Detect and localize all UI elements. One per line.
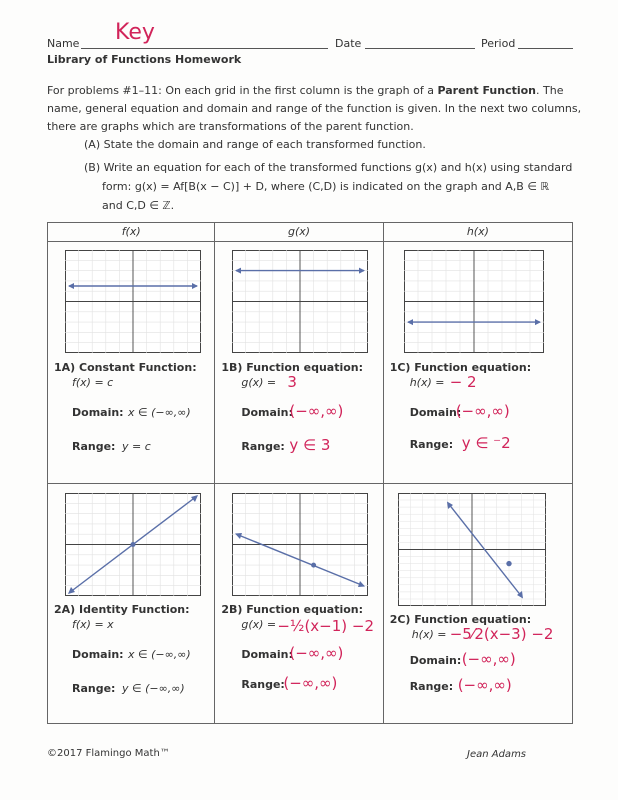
- domain-answer: (−∞,∞): [289, 644, 344, 662]
- intro-paragraph: [47, 82, 587, 136]
- graph-1c: [404, 250, 544, 353]
- cell-1b: [215, 242, 383, 484]
- date-label: Date: [335, 37, 362, 50]
- cell-1a: [48, 242, 215, 484]
- range-label: Range:: [241, 440, 285, 453]
- column-header-h: h(x): [383, 223, 572, 242]
- part-b-line1: (B) Write an equation for each of the transformed functions g(x) and h(x) using standard: [84, 161, 573, 174]
- graph-1a: [65, 250, 201, 353]
- problem-label: 2C) Function equation:: [389, 613, 532, 626]
- range-label: Range:: [72, 682, 116, 695]
- part-b-line2: form: g(x) = Af[B(x − C)] + D, where (C,D) is indicated on the graph and A,B ∈ ℝ: [102, 180, 550, 193]
- name-value: Key: [115, 20, 155, 45]
- equation-prefix: g(x) =: [241, 376, 277, 389]
- domain-label: Domain:: [241, 648, 293, 661]
- domain-answer: (−∞,∞): [289, 402, 344, 420]
- domain-value: x ∈ (−∞,∞): [128, 406, 191, 419]
- intro-bold: Parent Function: [437, 84, 537, 97]
- range-label: Range:: [241, 678, 285, 691]
- intro-text-end: . The name, general equation and domain and range of the function is given. In the next two columns, there are graphs which are transformations of the parent function.: [47, 84, 582, 133]
- part-a: (A) State the domain and range of each transformed function.: [84, 138, 426, 151]
- range-label: Range:: [409, 680, 454, 693]
- graph-1b: [232, 250, 368, 353]
- page-title: Library of Functions Homework: [47, 53, 242, 66]
- date-field[interactable]: [365, 36, 475, 49]
- period-field[interactable]: [518, 36, 573, 49]
- equation-answer: 3: [287, 373, 297, 391]
- domain-answer: (−∞,∞): [455, 402, 510, 420]
- range-value: y = c: [122, 440, 151, 453]
- range-value: y ∈ (−∞,∞): [122, 682, 185, 695]
- equation-answer: −5⁄2(x−3) −2: [449, 625, 554, 643]
- equation-prefix: g(x) =: [241, 618, 277, 631]
- period-label: Period: [481, 37, 516, 50]
- domain-answer: (−∞,∞): [461, 650, 516, 668]
- domain-value: x ∈ (−∞,∞): [128, 648, 191, 661]
- domain-label: Domain:: [72, 406, 124, 419]
- range-answer: y ∈ ⁻2: [461, 434, 511, 452]
- domain-label: Domain:: [72, 648, 124, 661]
- domain-label: Domain:: [241, 406, 293, 419]
- range-label: Range:: [409, 438, 454, 451]
- problem-label: 1B) Function equation:: [221, 361, 364, 374]
- parent-equation: f(x) = c: [72, 376, 114, 389]
- copyright: ©2017 Flamingo Math™: [47, 748, 170, 759]
- problem-label: 2A) Identity Function:: [54, 603, 190, 616]
- part-b-line3: and C,D ∈ ℤ.: [102, 199, 175, 212]
- parent-equation: f(x) = x: [72, 618, 114, 631]
- graph-2a: [65, 493, 201, 596]
- equation-prefix: h(x) =: [411, 628, 447, 641]
- cell-2b: [215, 484, 383, 724]
- column-header-f: f(x): [48, 223, 215, 242]
- column-header-g: g(x): [215, 223, 383, 242]
- range-answer: (−∞,∞): [283, 674, 338, 692]
- problem-label: 1C) Function equation:: [389, 361, 532, 374]
- range-answer: y ∈ 3: [289, 436, 331, 454]
- range-answer: (−∞,∞): [457, 676, 512, 694]
- equation-answer: − 2: [449, 373, 477, 391]
- intro-text: For problems #1–11: On each grid in the first column is the graph of a: [47, 84, 438, 97]
- problem-label: 1A) Constant Function:: [54, 361, 197, 374]
- domain-label: Domain:: [409, 654, 462, 667]
- range-label: Range:: [72, 440, 116, 453]
- equation-answer: −½(x−1) −2: [277, 617, 375, 635]
- problem-label: 2B) Function equation:: [221, 603, 364, 616]
- name-label: Name: [47, 37, 80, 50]
- equation-prefix: h(x) =: [409, 376, 445, 389]
- cell-2a: [48, 484, 215, 724]
- functions-table: [47, 222, 573, 724]
- author: Jean Adams: [467, 749, 527, 760]
- cell-2c: [383, 484, 572, 724]
- graph-2b: [232, 493, 368, 596]
- cell-1c: [383, 242, 572, 484]
- domain-label: Domain:: [409, 406, 462, 419]
- graph-2c: [398, 493, 546, 606]
